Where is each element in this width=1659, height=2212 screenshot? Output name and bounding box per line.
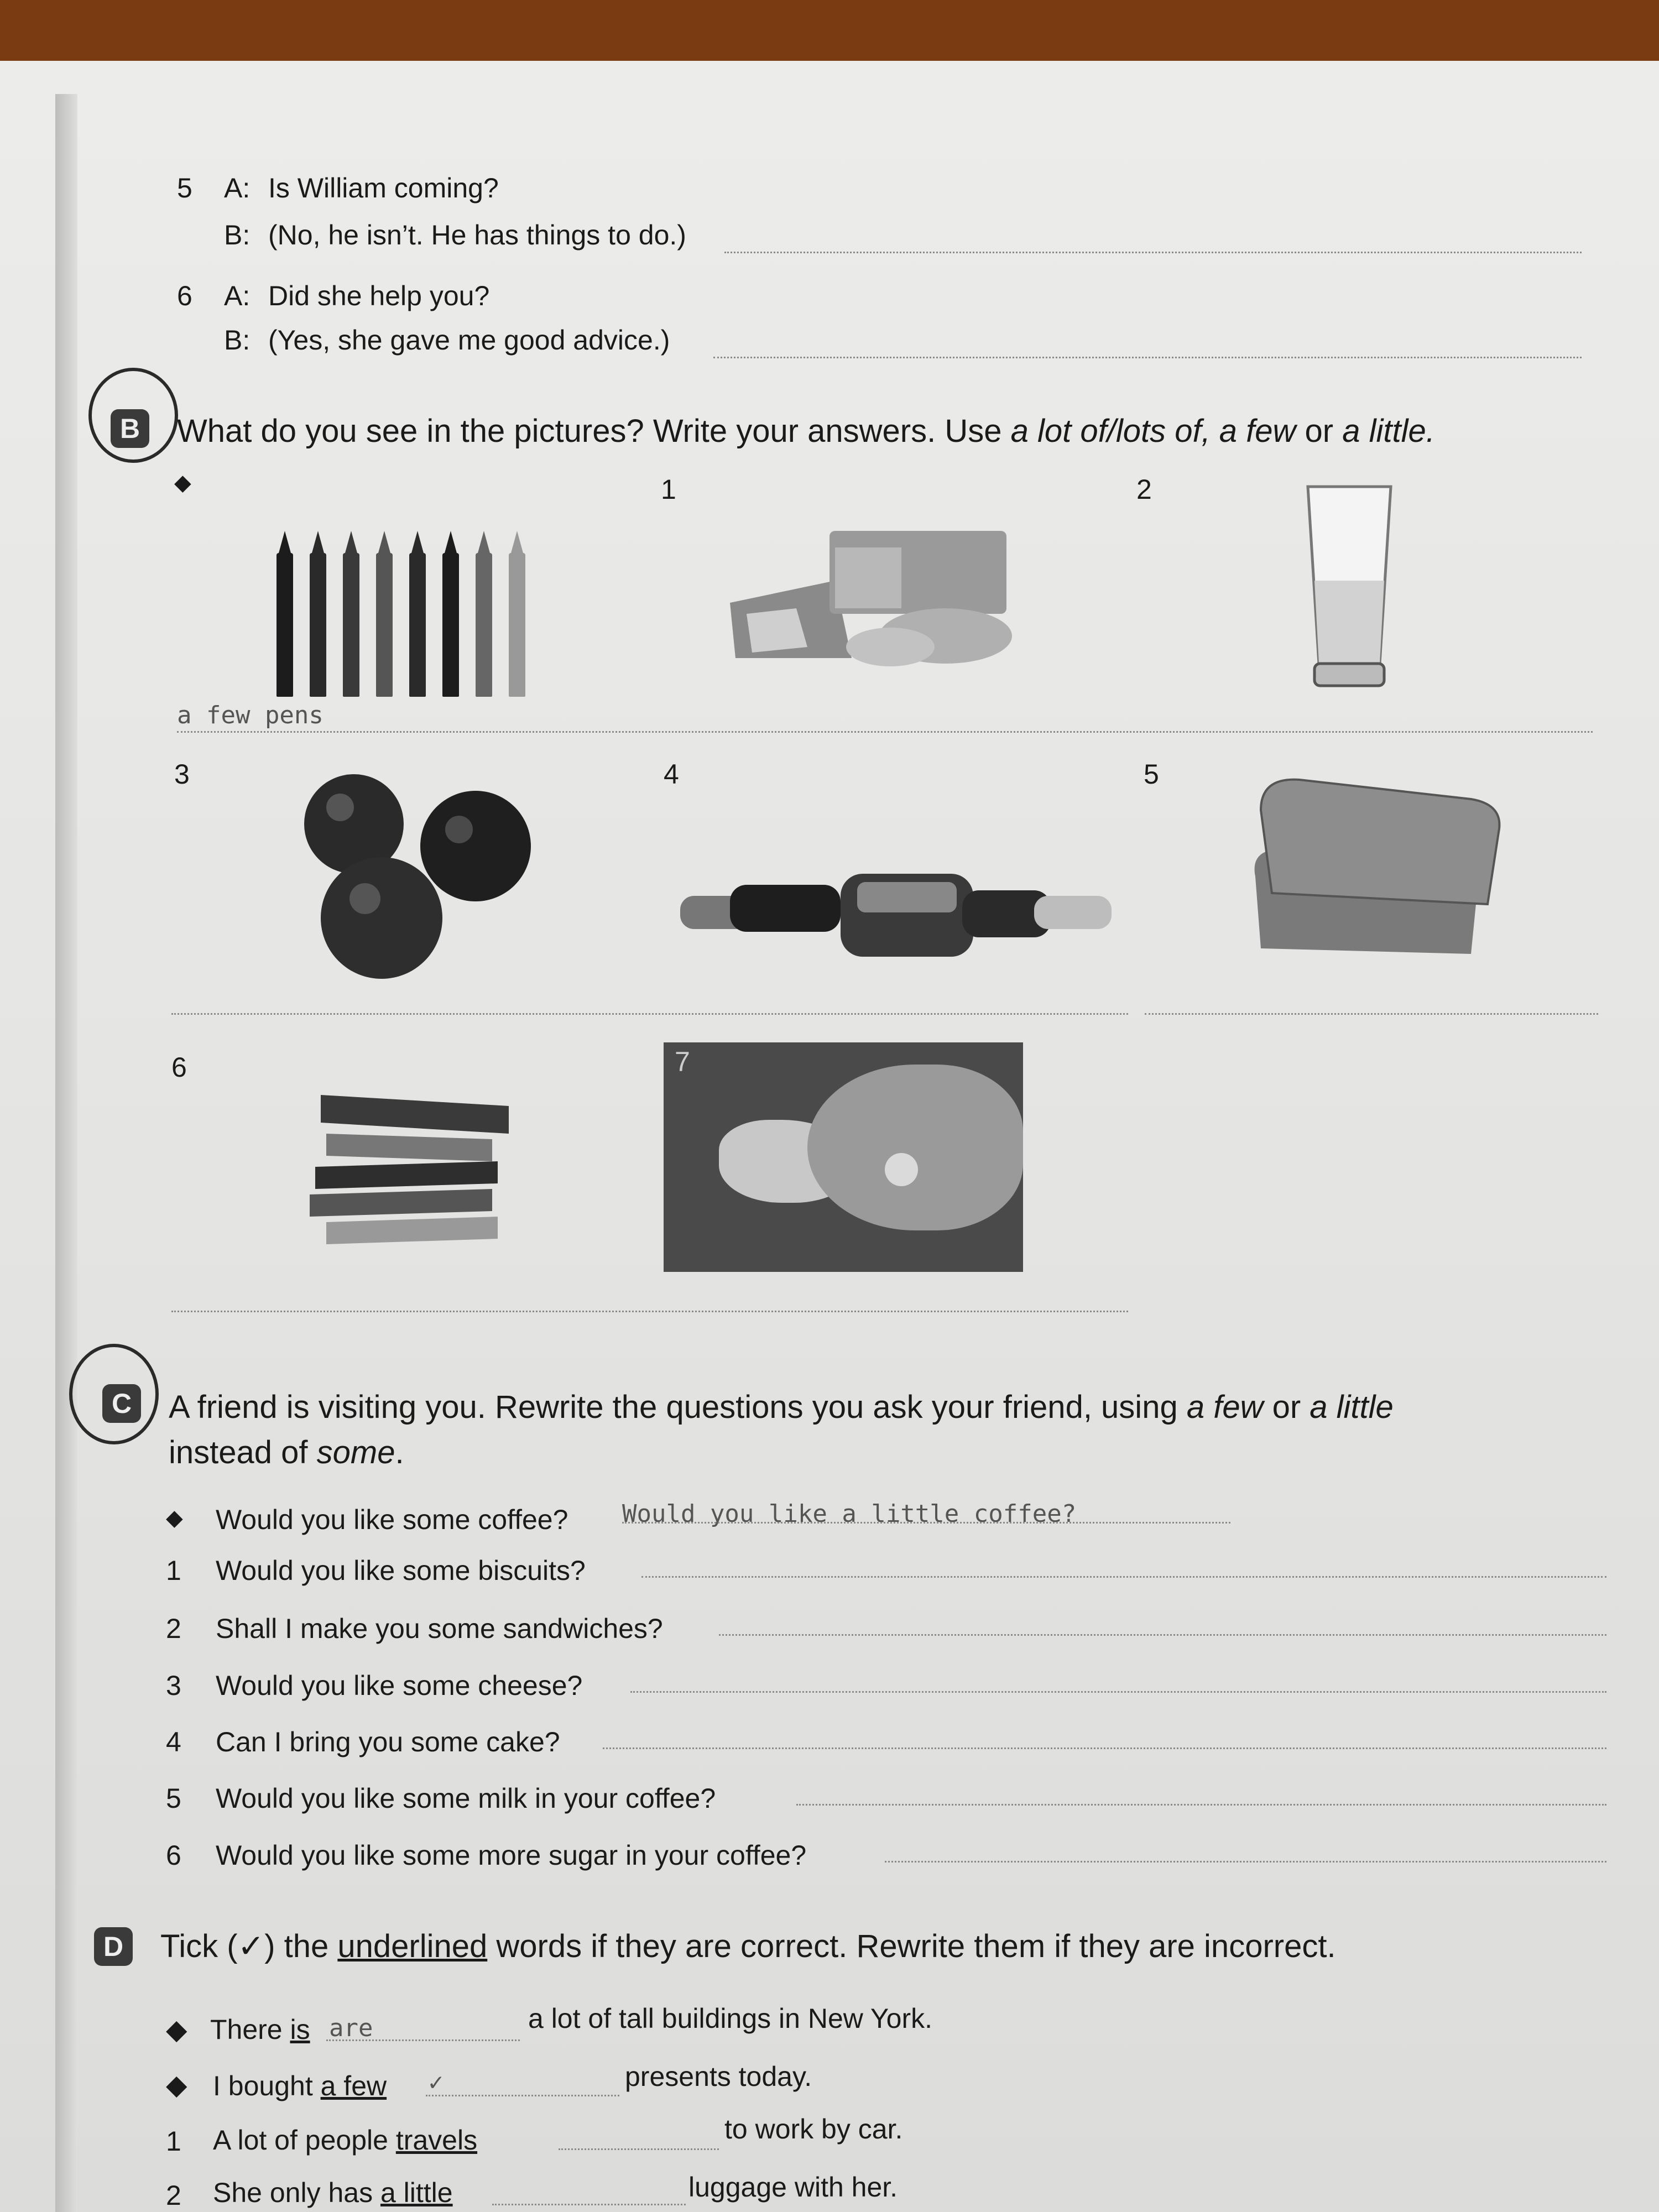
c-question-2-answer-line[interactable]: [719, 1634, 1606, 1636]
picture-5-number: 5: [1144, 759, 1159, 790]
pens-picture: [274, 531, 550, 697]
c-question-3-number: 3: [166, 1670, 181, 1701]
d-row-example-1-answer: are: [329, 2014, 373, 2042]
picture-6-number: 6: [171, 1052, 187, 1083]
coin: [885, 1153, 918, 1186]
c-question-4-answer-line[interactable]: [603, 1747, 1606, 1749]
section-b-instruction-italic-2: a little.: [1342, 413, 1435, 449]
section-d-instruction: [160, 1927, 1336, 1966]
section-b-instruction-italic: a lot of/lots of, a few: [1010, 413, 1296, 449]
item-6-answer-line[interactable]: [713, 357, 1582, 358]
d-row-example-2-pre: I bought: [213, 2070, 321, 2101]
d-row-2-number: 2: [166, 2180, 181, 2211]
d-row-1-number: 1: [166, 2126, 181, 2157]
row-2-answer-line[interactable]: [171, 1013, 1128, 1015]
section-b-instruction-text: What do you see in the pictures? Write your answers. Use: [177, 413, 1011, 449]
c-question-3-text: Would you like some cheese?: [216, 1670, 583, 1701]
picture-3-number: 3: [174, 759, 190, 790]
item-5-answer-line[interactable]: [724, 252, 1582, 253]
c-question-3-answer-line[interactable]: [630, 1691, 1606, 1693]
item-5-a-text: Is William coming?: [268, 173, 499, 204]
d-row-example-1-marker: ◆: [166, 2014, 187, 2045]
example-diamond-icon: ◆: [174, 471, 191, 495]
d-row-example-2-answer: ✓: [429, 2068, 444, 2096]
hand: [807, 1065, 1023, 1230]
section-c-instruction-end: .: [395, 1434, 404, 1470]
section-c-instruction-or: or: [1263, 1389, 1310, 1425]
c-question-1-number: 1: [166, 1555, 181, 1586]
picture-4-number: 4: [664, 759, 679, 790]
section-b-instruction: [177, 412, 1435, 451]
cars-picture: [675, 863, 1117, 968]
page-shadow: [55, 94, 77, 2212]
d-row-example-2-line: [426, 2095, 619, 2096]
section-c-italic-a-few: a few: [1186, 1389, 1264, 1425]
d-row-example-2-marker: ◆: [166, 2069, 187, 2100]
example-answer-handwritten: a few pens: [177, 701, 324, 729]
c-example-diamond-icon: ◆: [166, 1506, 183, 1530]
item-6-a-text: Did she help you?: [268, 280, 490, 311]
cheese-picture: [724, 520, 1040, 675]
glass-picture: [1302, 481, 1396, 697]
c-question-2-text: Shall I make you some sandwiches?: [216, 1613, 663, 1644]
row-1-answer-line[interactable]: [177, 731, 1593, 733]
d-row-example-1-underlined: is: [290, 2014, 310, 2045]
d-row-1-underlined: travels: [395, 2125, 478, 2156]
c-question-6-number: 6: [166, 1840, 181, 1871]
d-row-1-text: [213, 2124, 477, 2157]
bread-picture: [1239, 771, 1510, 959]
c-question-6-answer-line[interactable]: [885, 1861, 1606, 1863]
c-question-4-text: Can I bring you some cake?: [216, 1726, 560, 1757]
apples-picture: [299, 774, 542, 984]
d-row-2-answer-line[interactable]: [492, 2204, 686, 2205]
section-c-instruction-text-2: instead of: [169, 1434, 317, 1470]
item-6-number: 6: [177, 280, 192, 311]
d-row-2-underlined: a little: [380, 2177, 453, 2208]
c-question-2-number: 2: [166, 1613, 181, 1644]
d-row-1-pre: A lot of people: [213, 2125, 396, 2156]
d-row-2-post: luggage with her.: [688, 2172, 898, 2203]
c-example-question: Would you like some coffee?: [216, 1504, 568, 1535]
d-row-example-1-pre: There: [210, 2014, 290, 2045]
d-row-example-1-text: [210, 2013, 310, 2046]
section-c-italic-some: some: [316, 1434, 395, 1470]
picture-1-number: 1: [661, 474, 676, 505]
d-row-2-text: [213, 2176, 453, 2209]
d-row-example-2-post: presents today.: [625, 2061, 812, 2092]
section-c-instruction-text: A friend is visiting you. Rewrite the questions you ask your friend, using: [169, 1389, 1187, 1425]
c-example-answer-handwritten: Would you like a little coffee?: [622, 1500, 1077, 1528]
item-5-a-label: A:: [224, 173, 251, 204]
c-question-6-text: Would you like some more sugar in your coffee?: [216, 1840, 807, 1871]
c-question-5-answer-line[interactable]: [796, 1804, 1606, 1806]
c-example-answer-line: [622, 1522, 1230, 1524]
item-5-b-label: B:: [224, 220, 251, 251]
item-5-b-text: (No, he isn’t. He has things to do.): [268, 220, 686, 251]
picture-7-number: 7: [675, 1046, 690, 1077]
d-row-example-2-text: [213, 2069, 387, 2103]
row-2-answer-line-right[interactable]: [1145, 1013, 1598, 1015]
section-d-instruction-end: words if they are correct. Rewrite them if they are incorrect.: [487, 1928, 1336, 1964]
books-picture: [304, 1084, 514, 1250]
coins-picture: [664, 1042, 1023, 1272]
c-question-1-text: Would you like some biscuits?: [216, 1555, 586, 1586]
item-6-b-text: (Yes, she gave me good advice.): [268, 325, 670, 356]
section-d-instruction-text: Tick (✓) the: [160, 1928, 338, 1964]
d-row-example-1-line: [326, 2039, 520, 2041]
d-row-example-2-underlined: a few: [320, 2070, 387, 2101]
c-question-4-number: 4: [166, 1726, 181, 1757]
d-row-1-post: to work by car.: [724, 2114, 903, 2145]
item-6-b-label: B:: [224, 325, 251, 356]
section-c-instruction-line-2: [169, 1433, 404, 1472]
section-b-badge: B: [111, 409, 149, 448]
d-row-2-pre: She only has: [213, 2177, 380, 2208]
section-c-instruction-line-1: [169, 1388, 1394, 1427]
section-c-badge: C: [102, 1384, 141, 1423]
section-c-italic-a-little: a little: [1310, 1389, 1394, 1425]
section-d-badge: D: [94, 1927, 133, 1966]
c-question-5-text: Would you like some milk in your coffee?: [216, 1783, 716, 1814]
c-question-1-answer-line[interactable]: [641, 1576, 1606, 1578]
c-question-5-number: 5: [166, 1783, 181, 1814]
section-d-instruction-underlined: underlined: [337, 1928, 488, 1964]
picture-2-number: 2: [1136, 474, 1152, 505]
row-3-answer-line[interactable]: [171, 1311, 1128, 1312]
d-row-1-answer-line[interactable]: [559, 2148, 719, 2150]
d-row-example-1-post: a lot of tall buildings in New York.: [528, 2003, 932, 2034]
section-b-instruction-or: or: [1296, 413, 1343, 449]
item-6-a-label: A:: [224, 280, 251, 311]
item-5-number: 5: [177, 173, 192, 204]
